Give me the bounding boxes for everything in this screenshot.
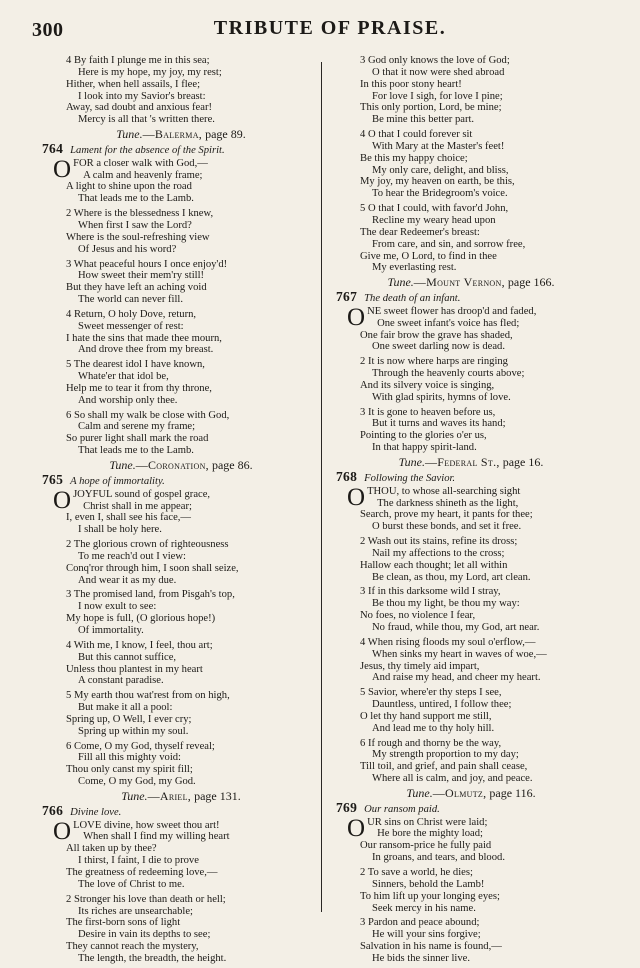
tune-label: Tune. — [109, 458, 136, 472]
tune-label: Tune. — [398, 455, 425, 469]
verse-line: The first-born sons of light — [66, 917, 181, 929]
stanza — [66, 640, 306, 687]
first-stanza — [53, 486, 306, 536]
stanza — [360, 586, 592, 633]
tune-name: —Balerma, — [142, 127, 203, 142]
verse-line: That leads me to the Lamb. — [78, 445, 194, 457]
verse-line: Of Jesus and his word? — [78, 243, 177, 255]
verse-line: The love of Christ to me. — [78, 878, 185, 890]
hymn-number: 767 — [336, 289, 358, 305]
verse-line: NE sweet flower has droop'd and faded, — [367, 305, 537, 317]
verse-line: I now exult to see: — [78, 601, 157, 613]
verse-line: Mercy is all that 's written there. — [78, 114, 215, 126]
verse-line: My only care, delight, and bliss, — [372, 164, 509, 176]
verse-line: A constant paradise. — [78, 675, 164, 687]
hymn-heading — [42, 140, 306, 157]
verse-line: Spring up, O Well, I ever cry; — [66, 713, 192, 725]
verse-line: And worship only thee. — [78, 394, 178, 406]
hymn-subject: Our ransom paid. — [364, 803, 440, 815]
verse-line: I look into my Savior's breast: — [78, 90, 206, 102]
verse-line: Nail my affections to the cross; — [372, 547, 505, 559]
verse-line: Its riches are unsearchable; — [78, 905, 194, 917]
verse-line: All taken up by thee? — [66, 843, 157, 855]
tune-page: page 89. — [205, 127, 246, 142]
stanza — [66, 359, 306, 406]
verse-line: Hither, when hell assails, I flee; — [66, 78, 201, 90]
verse-line: And its silvery voice is singing, — [360, 379, 495, 391]
verse-line: My hope is full, (O glorious hope!) — [66, 613, 216, 625]
verse-line: O that it now were shed abroad — [372, 66, 505, 78]
tune-reference — [66, 788, 306, 803]
tune-page: page 86. — [211, 458, 253, 472]
verse-line: 3 If in this darksome wild I stray, — [360, 586, 501, 598]
verse-line: A light to shine upon the road — [66, 181, 192, 193]
drop-cap: O — [347, 483, 366, 511]
stanza — [360, 637, 592, 684]
first-lines — [367, 306, 592, 330]
verse-line: To hear the Bridegroom's voice. — [372, 188, 508, 200]
verse-line: From care, and sin, and sorrow free, — [372, 238, 526, 250]
verse-line: Salvation in his name is found,— — [360, 941, 502, 953]
verse-line: Whate'er that idol be, — [78, 371, 169, 383]
stanza — [66, 539, 306, 586]
verse-line: 2 The glorious crown of righteousness — [66, 539, 229, 551]
tune-name: —Ariel, — [147, 788, 192, 803]
verse-line: Hallow each thought; let all within — [360, 559, 508, 571]
verse-line: 6 Come, O my God, thyself reveal; — [66, 740, 215, 752]
verse-line: Be mine this better part. — [372, 114, 475, 126]
verse-line: The length, the breadth, the height. — [78, 952, 227, 964]
hymn-subject: Divine love. — [70, 806, 122, 818]
verse-line: Christ shall in me appear; — [83, 500, 192, 512]
verse-line: When first I saw the Lord? — [78, 219, 192, 231]
tune-reference — [360, 457, 592, 469]
verse-line: The greatness of redeeming love,— — [66, 867, 218, 878]
first-lines — [367, 817, 592, 841]
stanza — [66, 309, 306, 356]
drop-cap: O — [53, 817, 72, 845]
hymn-subject: Lament for the absence of the Spirit. — [70, 144, 225, 156]
drop-cap: O — [53, 486, 72, 514]
verse-line: That leads me to the Lamb. — [78, 193, 194, 205]
verse-line: Recline my weary head upon — [372, 214, 496, 226]
verse-line: Be thou my light, be thou my way: — [372, 598, 520, 610]
stanza — [360, 738, 592, 785]
verse-line: He bore the mighty load; — [377, 828, 483, 840]
verse-line: THOU, to whose all-searching sight — [367, 485, 521, 497]
verse-line: How sweet their mem'ry still! — [78, 270, 205, 282]
tune-reference — [66, 129, 306, 141]
first-stanza — [53, 155, 306, 205]
verse-line: In that happy spirit-land. — [372, 442, 477, 454]
column-divider — [321, 62, 322, 912]
verse-line: LOVE divine, how sweet thou art! — [73, 819, 220, 831]
running-head: TRIBUTE OF PRAISE. — [213, 17, 447, 39]
verse-line: I thirst, I faint, I die to prove — [78, 855, 199, 867]
verse-line: 3 Pardon and peace abound; — [360, 917, 480, 929]
left-column — [42, 55, 306, 968]
verse-line: The darkness shineth as the light, — [377, 497, 519, 509]
verse-line: 3 It is gone to heaven before us, — [360, 406, 496, 418]
hymn-number: 766 — [42, 802, 64, 818]
verse-line: 5 Savior, where'er thy steps I see, — [360, 687, 502, 699]
drop-cap: O — [347, 814, 366, 842]
first-stanza — [347, 483, 592, 533]
verse-line: 4 By faith I plunge me in this sea; — [66, 55, 210, 66]
verse-line: I, even I, shall see his face,— — [66, 512, 192, 524]
verse-line: 2 Stronger his love than death or hell; — [66, 893, 226, 905]
verse-line: But they have left an aching void — [66, 282, 207, 294]
verse-line: And lead me to thy holy hill. — [372, 722, 495, 734]
tune-reference — [360, 277, 592, 289]
hymn-heading — [336, 291, 592, 305]
verse-line: Give me, O Lord, to find in thee — [360, 250, 497, 262]
verse-line: In groans, and tears, and blood. — [372, 852, 505, 864]
verse-line: But it turns and waves its hand; — [372, 418, 506, 430]
verse-line: Be this my happy choice; — [360, 152, 468, 164]
stanza — [360, 536, 592, 583]
verse-line: When shall I find my willing heart — [83, 831, 230, 843]
verse-line: With glad spirits, hymns of love. — [372, 391, 511, 403]
hymn-heading — [42, 802, 306, 819]
verse-line: One fair brow the grave has shaded, — [360, 329, 513, 341]
verse-line: To me reach'd out I view: — [78, 550, 186, 562]
tune-page: page 16. — [502, 455, 544, 469]
verse-line: Sinners, behold the Lamb! — [372, 878, 485, 890]
stanza — [66, 589, 306, 636]
verse-line: My joy, my heaven on earth, be this, — [360, 176, 515, 188]
verse-line: Jesus, thy timely aid impart, — [360, 660, 480, 672]
verse-line: Of immortality. — [78, 624, 144, 636]
first-lines — [73, 489, 306, 513]
verse-line: 5 O that I could, with favor'd John, — [360, 203, 509, 215]
verse-line: With Mary at the Master's feet! — [372, 140, 505, 152]
verse-line: My everlasting rest. — [372, 262, 457, 274]
verse-line: No foes, no violence I fear, — [360, 610, 476, 622]
hymn-number: 765 — [42, 471, 64, 487]
hymn-subject: Following the Savior. — [364, 472, 456, 484]
verse-line: I shall be holy here. — [78, 524, 162, 536]
stanza — [66, 894, 306, 965]
verse-line: But make it all a pool: — [78, 702, 173, 714]
verse-line: Till toil, and grief, and pain shall cease, — [360, 761, 528, 773]
verse-line: Fill all this mighty void: — [78, 752, 182, 764]
verse-line: 4 With me, I know, I feel, thou art; — [66, 639, 213, 651]
verse-line: 2 Where is the blessedness I knew, — [66, 208, 214, 220]
verse-line: Where all is calm, and joy, and peace. — [372, 773, 533, 785]
verse-line: 5 My earth thou wat'rest from on high, — [66, 690, 230, 702]
stanza — [360, 867, 592, 914]
tune-label: Tune. — [116, 127, 143, 142]
verse-line: Conq'ror through him, I soon shall seize, — [66, 562, 239, 574]
verse-line: 2 To save a world, he dies; — [360, 867, 473, 878]
stanza — [66, 208, 306, 255]
drop-cap: O — [347, 303, 366, 331]
tune-page: page 116. — [489, 785, 536, 800]
tune-label: Tune. — [121, 788, 148, 803]
verse-line: 2 Wash out its stains, refine its dross; — [360, 536, 518, 548]
verse-line: And wear it as my due. — [78, 574, 177, 586]
hymn-number: 769 — [336, 799, 358, 815]
verse-line: Sweet messenger of rest: — [78, 320, 184, 332]
verse-line: He will your sins forgive; — [372, 929, 481, 941]
tune-page: page 166. — [507, 275, 555, 290]
drop-cap: O — [53, 155, 72, 183]
tune-name: —Coronation, — [135, 458, 209, 472]
verse-line: Unless thou plantest in my heart — [66, 663, 203, 675]
verse-line: Our ransom-price he fully paid — [360, 840, 492, 852]
verse-line: Search, prove my heart, it pants for thee; — [360, 509, 533, 521]
verse-line: He bids the sinner live. — [372, 952, 470, 964]
verse-line: 3 God only knows the love of God; — [360, 55, 510, 66]
hymn-heading — [336, 799, 592, 816]
verse-line: 5 The dearest idol I have known, — [66, 359, 205, 371]
stanza — [360, 356, 592, 403]
tune-reference — [360, 785, 592, 800]
stanza — [66, 741, 306, 788]
hymn-number: 768 — [336, 468, 358, 484]
hymn-number: 764 — [42, 140, 64, 156]
verse-line: 2 It is now where harps are ringing — [360, 356, 508, 368]
verse-line: This only portion, Lord, be mine; — [360, 102, 502, 114]
right-column — [336, 55, 592, 968]
verse-line: Come, O my God, my God. — [78, 776, 196, 788]
verse-line: 6 So shall my walk be close with God, — [66, 409, 230, 421]
first-lines — [73, 158, 306, 182]
verse-line: Help me to tear it from thy throne, — [66, 382, 212, 394]
verse-line: 3 What peaceful hours I once enjoy'd! — [66, 258, 228, 270]
verse-line: They cannot reach the mystery, — [66, 941, 199, 953]
verse-line: No fraud, while thou, my God, art near. — [372, 621, 540, 633]
hymn-heading — [42, 471, 306, 488]
verse-line: Through the heavenly courts above; — [372, 368, 525, 380]
verse-line: So purer light shall mark the road — [66, 433, 209, 445]
first-lines — [367, 486, 592, 510]
verse-line: I hate the sins that made thee mourn, — [66, 332, 222, 344]
verse-line: 6 If rough and thorny be the way, — [360, 737, 502, 749]
verse-line: For love I sigh, for love I pine; — [372, 90, 503, 102]
verse-line: 3 The promised land, from Pisgah's top, — [66, 589, 235, 601]
tune-page: page 131. — [194, 788, 241, 803]
page-number: 300 — [32, 19, 64, 41]
verse-line: In this poor stony heart! — [360, 78, 462, 90]
verse-line: And raise my head, and cheer my heart. — [372, 672, 541, 684]
stanza — [360, 203, 592, 274]
first-stanza — [347, 303, 592, 353]
verse-line: O burst these bonds, and set it free. — [372, 521, 522, 533]
verse-line: JOYFUL sound of gospel grace, — [73, 488, 211, 500]
hymn-subject: The death of an infant. — [364, 293, 461, 305]
verse-line: Desire in vain its depths to see; — [78, 929, 211, 941]
tune-reference — [66, 460, 306, 472]
verse-line: One sweet darling now is dead. — [372, 341, 505, 353]
verse-line: Where is the soul-refreshing view — [66, 231, 210, 243]
verse-line: To him lift up your longing eyes; — [360, 890, 500, 902]
stanza — [360, 917, 592, 964]
verse-line: Seek mercy in his name. — [372, 902, 476, 914]
hymn-heading — [336, 468, 592, 485]
verse-line: FOR a closer walk with God,— — [73, 157, 208, 169]
hymn-subject: A hope of immortality. — [70, 475, 165, 487]
verse-line: One sweet infant's voice has fled; — [377, 317, 520, 329]
verse-line: My strength proportion to my day; — [372, 749, 519, 761]
verse-line: Dauntless, untired, I follow thee; — [372, 699, 512, 711]
stanza — [66, 410, 306, 457]
verse-line: 4 Return, O holy Dove, return, — [66, 308, 197, 320]
first-lines — [73, 820, 306, 844]
tune-name: —Federal St., — [425, 455, 500, 469]
verse-line: Calm and serene my frame; — [78, 421, 196, 433]
verse-line: The world can never fill. — [78, 294, 184, 306]
stanza — [360, 55, 592, 126]
verse-line: O let thy hand support me still, — [360, 710, 492, 722]
stanza — [360, 407, 592, 454]
tune-name: —Mount Vernon, — [413, 275, 505, 290]
verse-line: And drove thee from my breast. — [78, 344, 214, 356]
verse-line: Away, sad doubt and anxious fear! — [66, 102, 213, 114]
verse-line: The dear Redeemer's breast: — [360, 226, 480, 238]
verse-line: 4 When rising floods my soul o'erflow,— — [360, 636, 536, 648]
verse-line: UR sins on Christ were laid; — [367, 816, 488, 828]
verse-line: Spring up within my soul. — [78, 725, 189, 737]
stanza — [66, 690, 306, 737]
verse-line: Here is my hope, my joy, my rest; — [78, 66, 222, 78]
verse-line: 4 O that I could forever sit — [360, 129, 473, 141]
verse-line: When sinks my heart in waves of woe,— — [372, 648, 547, 660]
tune-label: Tune. — [387, 275, 414, 290]
stanza — [66, 259, 306, 306]
first-stanza — [347, 814, 592, 864]
stanza — [66, 55, 306, 126]
tune-label: Tune. — [406, 785, 433, 800]
verse-line: Thou only canst my spirit fill; — [66, 764, 193, 776]
stanza — [360, 129, 592, 200]
verse-line: Be clean, as thou, my Lord, art clean. — [372, 571, 531, 583]
stanza — [360, 687, 592, 734]
verse-line: A calm and heavenly frame; — [83, 169, 203, 181]
verse-line: Pointing to the glories o'er us, — [360, 430, 487, 442]
first-stanza — [53, 817, 306, 891]
tune-name: —Olmutz, — [432, 785, 487, 800]
verse-line: But this cannot suffice, — [78, 651, 177, 663]
